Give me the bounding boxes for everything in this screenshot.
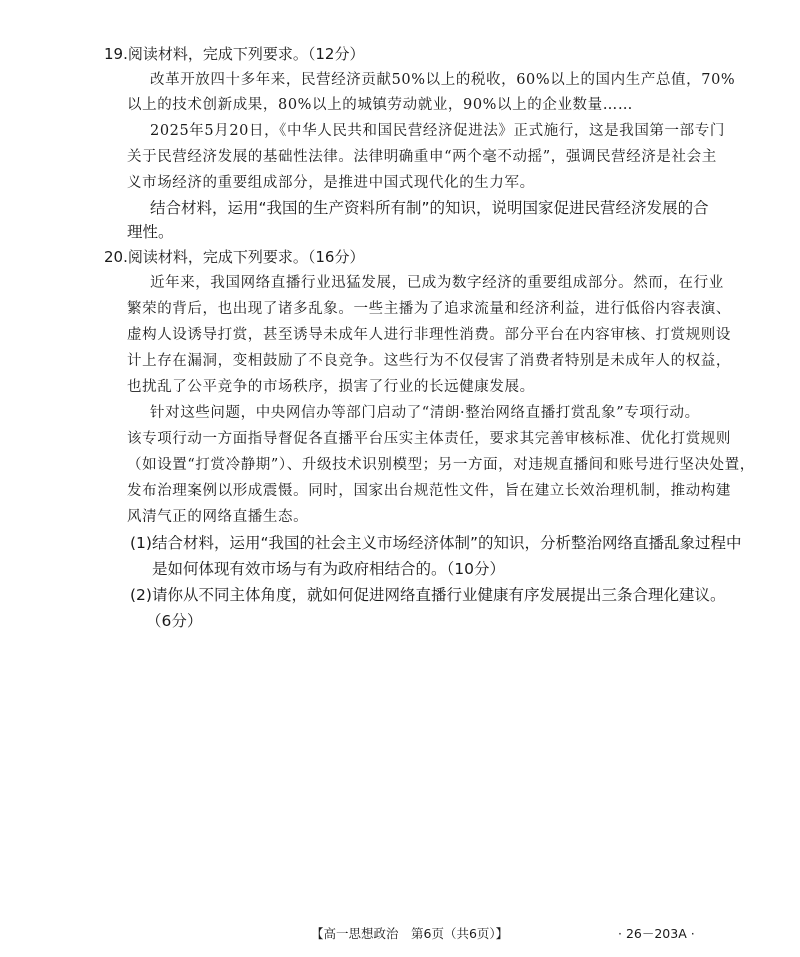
q20-material-line-5: 也扰乱了公平竞争的市场秩序，损害了行业的长远健康发展。 xyxy=(127,379,535,395)
q19-material-line-3: 2025年5月20日，《中华人民共和国民营经济促进法》正式施行，这是我国第一部专门 xyxy=(150,123,725,139)
q20-task1-line-2: 是如何体现有效市场与有为政府相结合的。（10分） xyxy=(152,560,505,578)
q20-material-line-9: 发布治理案例以形成震慑。同时，国家出台规范性文件，旨在建立长效治理机制，推动构建 xyxy=(127,483,731,499)
q19-task-line-2: 理性。 xyxy=(127,223,174,241)
q19-material-line-2: 以上的技术创新成果，80%以上的城镇劳动就业，90%以上的企业数量…… xyxy=(127,97,633,113)
q20-material-line-3: 虚构人设诱导打赏，甚至诱导未成年人进行非理性消费。部分平台在内容审核、打赏规则设 xyxy=(127,327,731,343)
footer-code: · 26－203A · xyxy=(618,926,695,941)
q20-material-line-4: 计上存在漏洞，变相鼓励了不良竞争。这些行为不仅侵害了消费者特别是未成年人的权益， xyxy=(127,353,731,369)
q20-task2-line-2: （6分） xyxy=(146,612,203,630)
q20-material-line-8: （如设置“打赏冷静期”）、升级技术识别模型；另一方面，对违规直播间和账号进行坚决处置， xyxy=(127,457,755,473)
q20-material-line-6: 针对这些问题，中央网信办等部门启动了“清朗·整治网络直播打赏乱象”专项行动。 xyxy=(150,405,700,421)
q19-heading: 19.阅读材料，完成下列要求。（12分） xyxy=(104,45,365,63)
q20-material-line-10: 风清气正的网络直播生态。 xyxy=(127,509,309,525)
q20-task1-line-1: (1)结合材料，运用“我国的社会主义市场经济体制”的知识，分析整治网络直播乱象过程中 xyxy=(130,534,742,552)
q20-heading: 20.阅读材料，完成下列要求。（16分） xyxy=(104,248,365,266)
q20-task2-line-1: (2)请你从不同主体角度，就如何促进网络直播行业健康有序发展提出三条合理化建议。 xyxy=(130,586,726,604)
q19-material-line-1: 改革开放四十多年来，民营经济贡献50%以上的税收，60%以上的国内生产总值，70% xyxy=(150,72,736,88)
q19-material-line-5: 义市场经济的重要组成部分，是推进中国式现代化的生力军。 xyxy=(127,175,535,191)
q20-material-line-7: 该专项行动一方面指导督促各直播平台压实主体责任，要求其完善审核标准、优化打赏规则 xyxy=(127,431,731,447)
q20-material-line-2: 繁荣的背后，也出现了诸多乱象。一些主播为了追求流量和经济利益，进行低俗内容表演、 xyxy=(127,301,731,317)
footer-page-info: 【高一思想政治 第6页（共6页）】 xyxy=(311,926,509,941)
q20-material-line-1: 近年来，我国网络直播行业迅猛发展，已成为数字经济的重要组成部分。然而，在行业 xyxy=(150,275,724,291)
q19-material-line-4: 关于民营经济发展的基础性法律。法律明确重申“两个毫不动摇”，强调民营经济是社会主 xyxy=(127,149,717,165)
q19-task-line-1: 结合材料，运用“我国的生产资料所有制”的知识，说明国家促进民营经济发展的合 xyxy=(150,199,709,217)
